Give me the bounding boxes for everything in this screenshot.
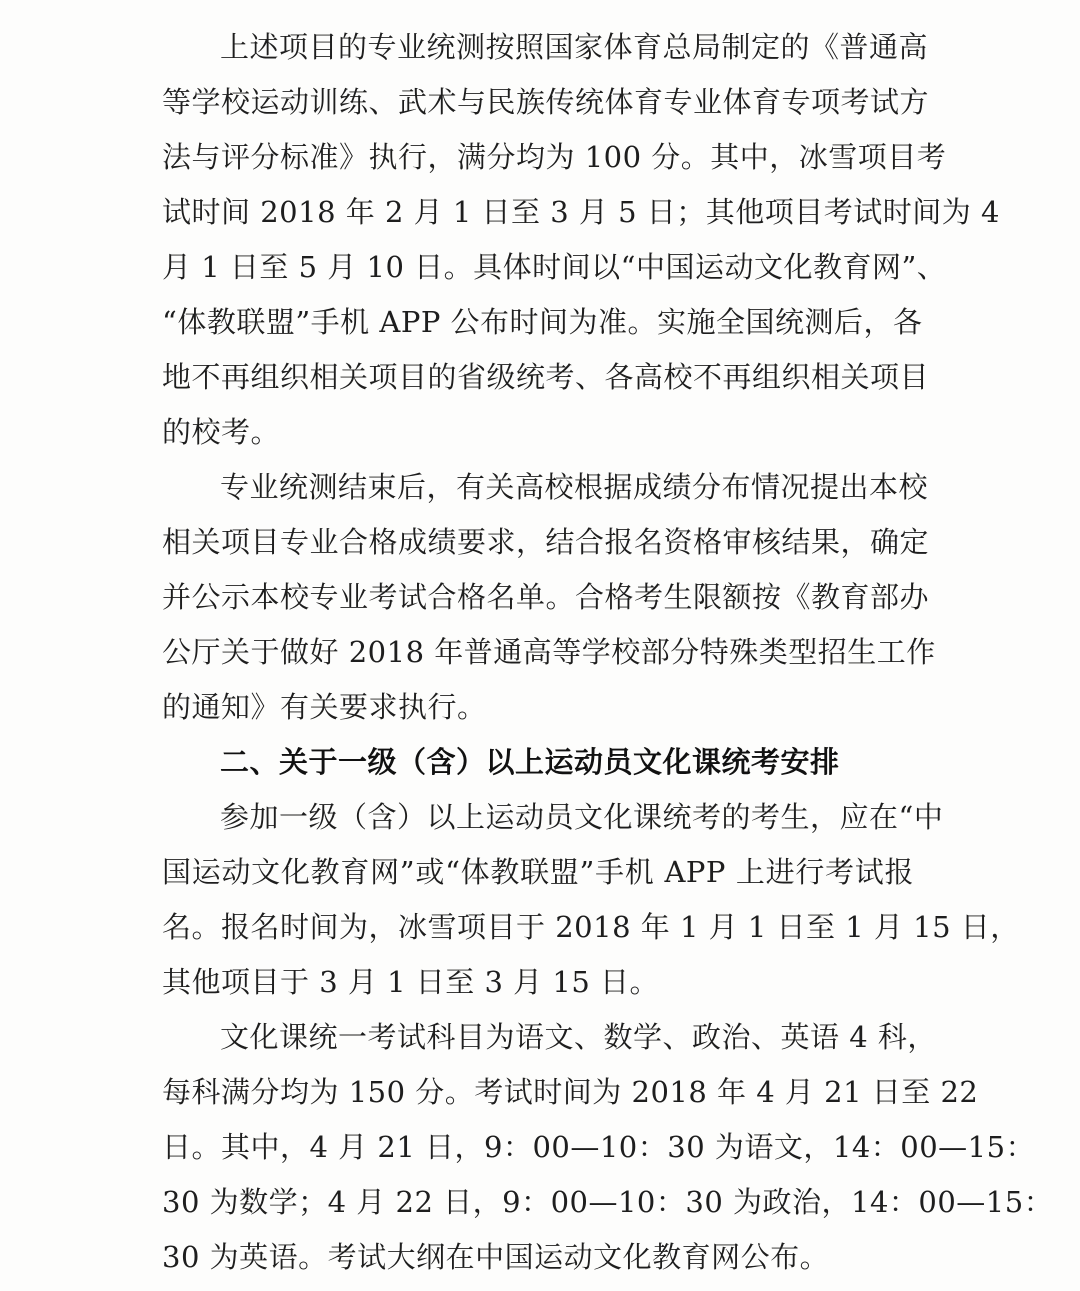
text-line: 每科满分均为 150 分。考试时间为 2018 年 4 月 21 日至 22 (162, 1075, 979, 1109)
text-line: 参加一级（含）以上运动员文化课统考的考生，应在“中 (220, 800, 944, 834)
text-line: 公厅关于做好 2018 年普通高等学校部分特殊类型招生工作 (162, 635, 936, 669)
heading-text: 二、关于一级（含）以上运动员文化课统考安排 (220, 745, 840, 779)
paragraph-exam-method (162, 20, 1000, 460)
text-line: 相关项目专业合格成绩要求，结合报名资格审核结果，确定 (162, 525, 930, 559)
text-line: 30 为数学；4 月 22 日，9：00—10：30 为政治，14：00—15： (162, 1185, 1054, 1219)
text-line: 名。报名时间为，冰雪项目于 2018 年 1 月 1 日至 1 月 15 日， (162, 910, 1020, 944)
text-line: 试时间 2018 年 2 月 1 日至 3 月 5 日；其他项目考试时间为 4 (162, 195, 1000, 229)
text-line: 地不再组织相关项目的省级统考、各高校不再组织相关项目 (162, 360, 930, 394)
paragraph-qualification-list (162, 460, 936, 735)
text-line: 其他项目于 3 月 1 日至 3 月 15 日。 (162, 965, 660, 999)
paragraph-exam-schedule (162, 1010, 1054, 1285)
text-line: 30 为英语。考试大纲在中国运动文化教育网公布。 (162, 1240, 830, 1274)
text-line: 并公示本校专业考试合格名单。合格考生限额按《教育部办 (162, 580, 930, 614)
text-line: 日。其中，4 月 21 日，9：00—10：30 为语文，14：00—15： (162, 1130, 1036, 1164)
text-line: 国运动文化教育网”或“体教联盟”手机 APP 上进行考试报 (162, 855, 914, 889)
document-body (162, 20, 1054, 1285)
paragraph-registration (162, 790, 1020, 1010)
text-line: 等学校运动训练、武术与民族传统体育专业体育专项考试方 (162, 85, 930, 119)
text-line: 专业统测结束后，有关高校根据成绩分布情况提出本校 (220, 470, 929, 504)
text-line: 的校考。 (162, 415, 281, 449)
text-line: 月 1 日至 5 月 10 日。具体时间以“中国运动文化教育网”、 (162, 250, 947, 284)
text-line: 的通知》有关要求执行。 (162, 690, 487, 724)
text-line: 法与评分标准》执行，满分均为 100 分。其中，冰雪项目考 (162, 140, 947, 174)
text-line: 文化课统一考试科目为语文、数学、政治、英语 4 科， (220, 1020, 937, 1054)
text-line: 上述项目的专业统测按照国家体育总局制定的《普通高 (220, 30, 929, 64)
text-line: “体教联盟”手机 APP 公布时间为准。实施全国统测后，各 (162, 305, 923, 339)
section-heading (162, 735, 914, 790)
